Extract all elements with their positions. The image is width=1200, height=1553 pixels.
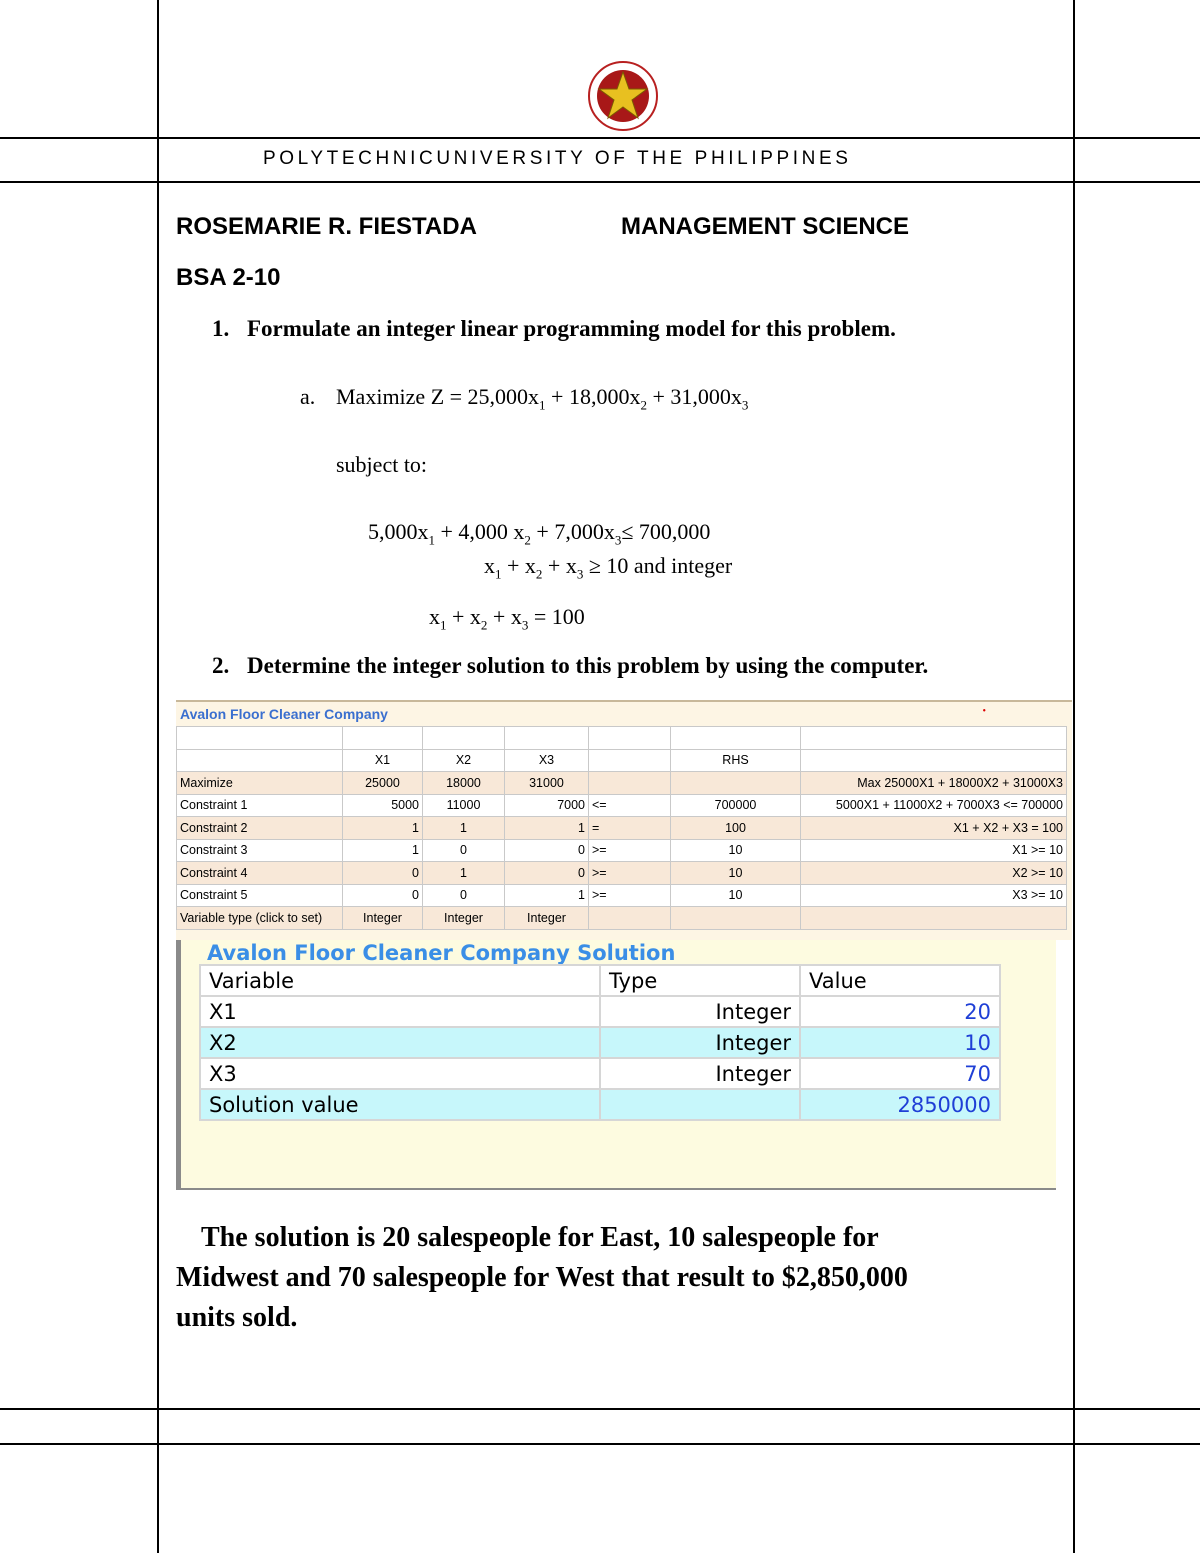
section-label: BSA 2-10	[176, 264, 281, 291]
cell	[801, 907, 1067, 930]
equation-cell: X1 >= 10	[801, 839, 1067, 862]
row-label: Maximize	[177, 772, 343, 795]
question-1-number: 1.	[212, 316, 230, 341]
objective-function: Maximize $Z = 25,000x_1 + 18,000x_2 + 31,000x_3$	[336, 384, 749, 413]
variable-type	[600, 1089, 800, 1120]
cell	[671, 907, 801, 930]
cell: 100	[671, 817, 801, 840]
constraint-3: $x_1 + x_2 + x_3 = 100$	[429, 604, 585, 633]
table-row	[177, 907, 1067, 930]
model-table	[176, 726, 1067, 930]
cell: 7000	[505, 794, 589, 817]
header-cell: Variable	[200, 965, 600, 996]
equation-cell: X2 >= 10	[801, 862, 1067, 885]
cell: 10	[671, 884, 801, 907]
header-bottom-line	[0, 181, 1200, 183]
solution-value: 2850000	[800, 1089, 1000, 1120]
subject-title: MANAGEMENT SCIENCE	[621, 213, 910, 240]
cell: 1	[343, 839, 423, 862]
header-top-line	[0, 137, 1200, 139]
row-label: Constraint 4	[177, 862, 343, 885]
variable-name: X1	[200, 996, 600, 1027]
cell: <=	[589, 794, 671, 817]
equation-cell: X1 + X2 + X3 = 100	[801, 817, 1067, 840]
table-row	[200, 996, 1000, 1027]
header-cell: Value	[800, 965, 1000, 996]
variable-value: 70	[800, 1058, 1000, 1089]
conclusion-line-2: Midwest and 70 salespeople for West that result to $2,850,000	[176, 1262, 908, 1293]
variable-type: Integer	[600, 1027, 800, 1058]
variable-name: X3	[200, 1058, 600, 1089]
header-cell: X3	[505, 749, 589, 772]
left-margin-line	[157, 0, 159, 1553]
cell	[671, 772, 801, 795]
student-name: ROSEMARIE R. FIESTADA	[176, 213, 477, 240]
cell: >=	[589, 862, 671, 885]
variable-type: Integer	[600, 996, 800, 1027]
equation-cell: 5000X1 + 11000X2 + 7000X3 <= 700000	[801, 794, 1067, 817]
right-margin-line	[1073, 0, 1075, 1553]
footer-top-line	[0, 1408, 1200, 1410]
cell: 25000	[343, 772, 423, 795]
variable-type: Integer	[600, 1058, 800, 1089]
question-2-text: Determine the integer solution to this problem by using the computer.	[247, 653, 929, 678]
table-row	[177, 817, 1067, 840]
cell	[589, 907, 671, 930]
constraint-2: $x_1 + x_2 + x_3 \ge 10$ and integer	[484, 553, 733, 582]
header-cell: RHS	[671, 749, 801, 772]
header-cell: X2	[423, 749, 505, 772]
part-a-label: a.	[300, 384, 316, 409]
variable-type-cell[interactable]: Integer	[343, 907, 423, 930]
cell: 0	[505, 862, 589, 885]
cell: >=	[589, 884, 671, 907]
university-seal-logo	[587, 60, 659, 132]
header-cell: X1	[343, 749, 423, 772]
header-cell	[801, 749, 1067, 772]
solution-value-label: Solution value	[200, 1089, 600, 1120]
spreadsheet-title: Avalon Floor Cleaner Company	[180, 706, 388, 722]
variable-type-cell[interactable]: Integer	[423, 907, 505, 930]
cell: 0	[505, 839, 589, 862]
cell: 1	[423, 817, 505, 840]
solution-table	[199, 964, 1001, 1121]
footer-bottom-line	[0, 1443, 1200, 1445]
table-row	[177, 862, 1067, 885]
solution-title: Avalon Floor Cleaner Company Solution	[207, 941, 676, 965]
equation-cell: Max 25000X1 + 18000X2 + 31000X3	[801, 772, 1067, 795]
cell: 1	[423, 862, 505, 885]
cell: 1	[505, 817, 589, 840]
variable-name: X2	[200, 1027, 600, 1058]
header-cell: Type	[600, 965, 800, 996]
question-2-number: 2.	[212, 653, 230, 678]
table-header-row	[177, 749, 1067, 772]
cell: 10	[671, 862, 801, 885]
solution-panel	[176, 940, 1056, 1190]
cell	[589, 772, 671, 795]
constraint-1: $5,000x_1 + 4,000$ $x_2 + 7,000x_3\le 700,000$	[368, 519, 711, 548]
variable-type-cell[interactable]: Integer	[505, 907, 589, 930]
table-row	[200, 1027, 1000, 1058]
cell: 0	[343, 862, 423, 885]
row-label: Constraint 2	[177, 817, 343, 840]
row-label: Constraint 1	[177, 794, 343, 817]
cell: 0	[343, 884, 423, 907]
cell: 11000	[423, 794, 505, 817]
table-row	[177, 772, 1067, 795]
table-row	[200, 1089, 1000, 1120]
conclusion-line-3: units sold.	[176, 1302, 298, 1333]
cell: 10	[671, 839, 801, 862]
table-row	[200, 1058, 1000, 1089]
table-row	[177, 794, 1067, 817]
cell: 18000	[423, 772, 505, 795]
table-row	[177, 839, 1067, 862]
solution-header-row	[200, 965, 1000, 996]
spreadsheet-model	[176, 700, 1072, 940]
marker-dot: •	[982, 706, 986, 717]
question-1-text: Formulate an integer linear programming model for this problem.	[247, 316, 896, 341]
cell: >=	[589, 839, 671, 862]
cell: =	[589, 817, 671, 840]
cell: 31000	[505, 772, 589, 795]
variable-value: 10	[800, 1027, 1000, 1058]
equation-cell: X3 >= 10	[801, 884, 1067, 907]
variable-type-label[interactable]: Variable type (click to set)	[177, 907, 343, 930]
table-row	[177, 884, 1067, 907]
header-cell	[589, 749, 671, 772]
cell: 0	[423, 884, 505, 907]
cell: 1	[343, 817, 423, 840]
cell: 0	[423, 839, 505, 862]
cell: 1	[505, 884, 589, 907]
subject-to-label: subject to:	[336, 452, 428, 477]
cell: 5000	[343, 794, 423, 817]
conclusion-line-1: The solution is 20 salespeople for East, 10 salespeople for	[201, 1222, 879, 1253]
university-name: POLYTECHNICUNIVERSITY OF THE PHILIPPINES	[263, 148, 852, 169]
header-cell	[177, 749, 343, 772]
cell: 700000	[671, 794, 801, 817]
table-row	[177, 727, 1067, 750]
row-label: Constraint 3	[177, 839, 343, 862]
variable-value: 20	[800, 996, 1000, 1027]
row-label: Constraint 5	[177, 884, 343, 907]
